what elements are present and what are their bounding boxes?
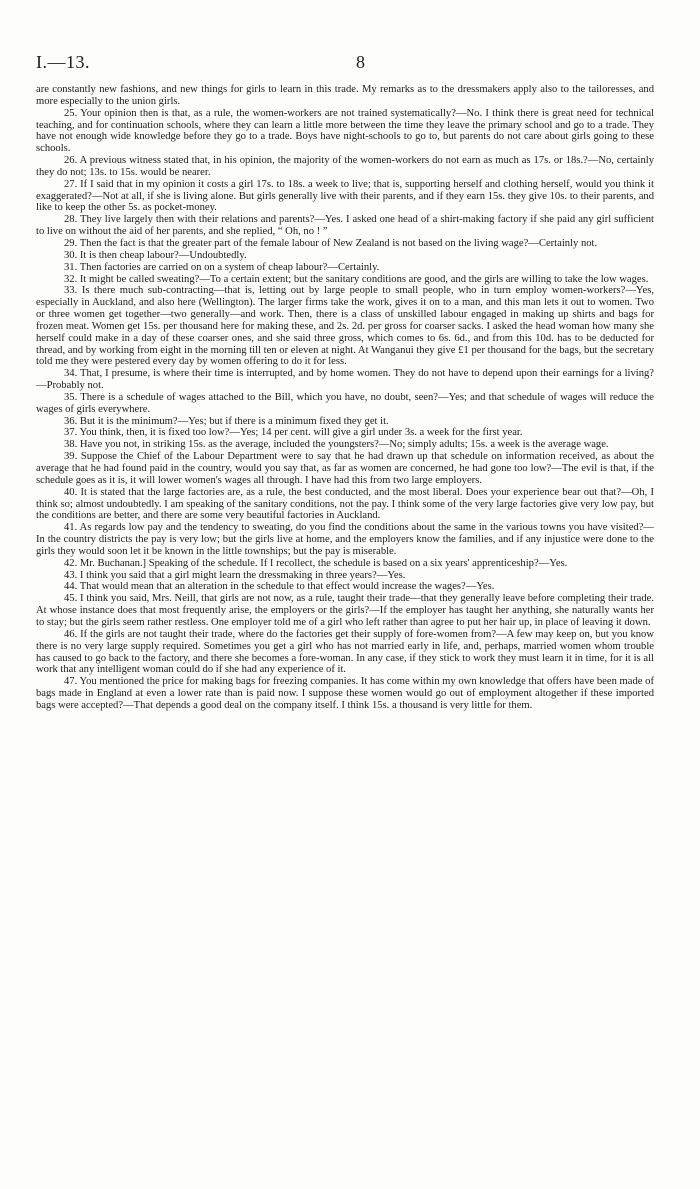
- paragraph: 33. Is there much sub-contracting—that is, letting out by large people to small people, who in turn employ women-workers?—Yes, especially in Auckland, and also here (Wellington). The larger firms take the work, gives it on to a man, and this man lets it out to women. Two or three women get together—two generally—and work. Then, there is a class of unskilled labour engaged in making up shirts and bags for frozen meat. Women get 15s. per thousand here for making these, and 2s. 2d. per gross for coarser sacks. I asked the head woman how many she herself could make in a day of these coarser ones, and she said three gross, which comes to 6s. 6d., and from this 10d. has to be deducted for thread, and by working from eight in the morning till ten or eleven at night. At Wanganui they give £1 per thousand for the bags, but the secretary told me they were pestered every day by women offering to do it for less.: [36, 285, 654, 368]
- paragraph: 26. A previous witness stated that, in his opinion, the majority of the women-workers do not earn as much as 17s. or 18s.?—No, certainly they do not; 13s. to 15s. would be nearer.: [36, 155, 654, 178]
- paragraph: 35. There is a schedule of wages attached to the Bill, which you have, no doubt, seen?—Yes; and that schedule of wages will reduce the wages of girls everywhere.: [36, 391, 654, 415]
- page-header: [36, 52, 662, 78]
- paragraph: 28. They live largely then with their relations and parents?—Yes. I asked one head of a shirt-making factory if she paid any girl sufficient to live on without the aid of her parents, and she replied, “ Oh, no ! ”: [36, 214, 654, 238]
- paragraph: 38. Have you not, in striking 15s. as the average, included the youngsters?—No; simply adults; 15s. a week is the average wage.: [64, 439, 609, 451]
- paragraph: 46. If the girls are not taught their trade, where do the factories get their supply of fore-women from?—A few may keep on, but you know there is no very large supply required. Sometimes you get a girl who has not married early in life, and, perhaps, married women whom trouble has caused to go back to the factory, and there she becomes a fore-woman. In any case, if they stick to work they must learn it in time, for it is all work that any intelligent woman could do if she had any experience of it.: [36, 628, 654, 676]
- paragraph: 40. It is stated that the large factories are, as a rule, the best conducted, and the most liberal. Does your experience bear out that?—Oh, I think so; almost undoubtedly. I am speaking of the sanitary conditions, not the pay. I think some of the very large factories give very low pay, but the conditions are better, and there are some very beautiful factories in Auckland.: [36, 486, 654, 522]
- paragraph: 30. It is then cheap labour?—Undoubtedly.: [64, 249, 247, 261]
- paragraph: 37. You think, then, it is fixed too low?—Yes; 14 per cent. will give a girl under 3s. a week for the first year.: [64, 427, 523, 439]
- paragraph: 29. Then the fact is that the greater part of the female labour of New Zealand is not based on the living wage?—Certainly not.: [64, 237, 598, 249]
- paragraph: 43. I think you said that a girl might learn the dressmaking in three years?—Yes.: [64, 569, 406, 581]
- paragraph: 47. You mentioned the price for making bags for freezing companies. It has come within my own knowledge that offers have been made of bags made in England at even a lower rate than is paid now. I suppose these women would go out of employment altogether if these imported bags were accepted?—That depends a good deal on the company itself. I think 15s. a thousand is very little for them.: [36, 676, 654, 711]
- paragraph: 41. As regards low pay and the tendency to sweating, do you find the conditions about the same in the various towns you have visited?—In the country districts the pay is very low; but the girls live at home, and the employers know the families, and if any injustice were done to the girls they would soon let it be known in the little townships; but the pay is miserable.: [36, 522, 654, 557]
- paragraph: 45. I think you said, Mrs. Neill, that girls are not now, as a rule, taught their trade—that they generally leave before completing their trade. At whose instance does that most frequently arise, the employers or the girls?—If the employer has taught her anything, she naturally wants her to stay; but the girls seem rather restless. One employer told me of a girl who left rather than agree to put her hair up, in place of leaving it down.: [36, 593, 654, 628]
- paragraph: 27. If I said that in my opinion it costs a girl 17s. to 18s. a week to live; that is, supporting herself and clothing herself, would you think it exaggerated?—Not at all, if she is living alone. But girls generally live with their parents, and if they earn 15s. they give 10s. to their parents, and like to keep the other 5s. as pocket-money.: [36, 178, 654, 214]
- paragraph: 44. That would mean that an alteration in the schedule to that effect would increase the wages?—Yes.: [64, 581, 495, 593]
- paragraph: 42. Mr. Buchanan.] Speaking of the schedule. If I recollect, the schedule is based on a six years' apprenticeship?—Yes.: [64, 557, 568, 569]
- paragraph: 39. Suppose the Chief of the Labour Department were to say that he had drawn up that schedule on information received, as about the average that he had found paid in the country, would you say that, as far as women are concerned, he had gone too low?—The evil is that, if the schedule goes as it is, it will lower women's wages all through. I have had this from two large employers.: [36, 451, 654, 486]
- paragraph: 32. It might be called sweating?—To a certain extent; but the sanitary conditions are good, and the girls are willing to take the low wages.: [64, 273, 649, 285]
- paragraph: are constantly new fashions, and new things for girls to learn in this trade. My remarks as to the dressmakers apply also to the tailoresses, and more especially to the union girls.: [36, 84, 654, 107]
- paragraph: 25. Your opinion then is that, as a rule, the women-workers are not trained systematically?—No. I think there is great need for technical teaching, and for continuation schools, where they can learn a little more between the time they leave the primary school and go to a trade. They have not enough wide knowledge before they go to a trade. Boys have night-schools to go to, but parents do not care about girls going to these schools.: [36, 107, 654, 155]
- document-id: I.—13.: [36, 52, 90, 72]
- paragraph: 31. Then factories are carried on on a system of cheap labour?—Certainly.: [64, 261, 380, 273]
- body-text: [36, 84, 654, 712]
- page-number: 8: [356, 52, 365, 72]
- paragraph: 36. But it is the minimum?—Yes; but if there is a minimum fixed they get it.: [64, 415, 389, 427]
- paragraph: 34. That, I presume, is where their time is interrupted, and by home women. They do not have to depend upon their earnings for a living?—Probably not.: [36, 368, 654, 392]
